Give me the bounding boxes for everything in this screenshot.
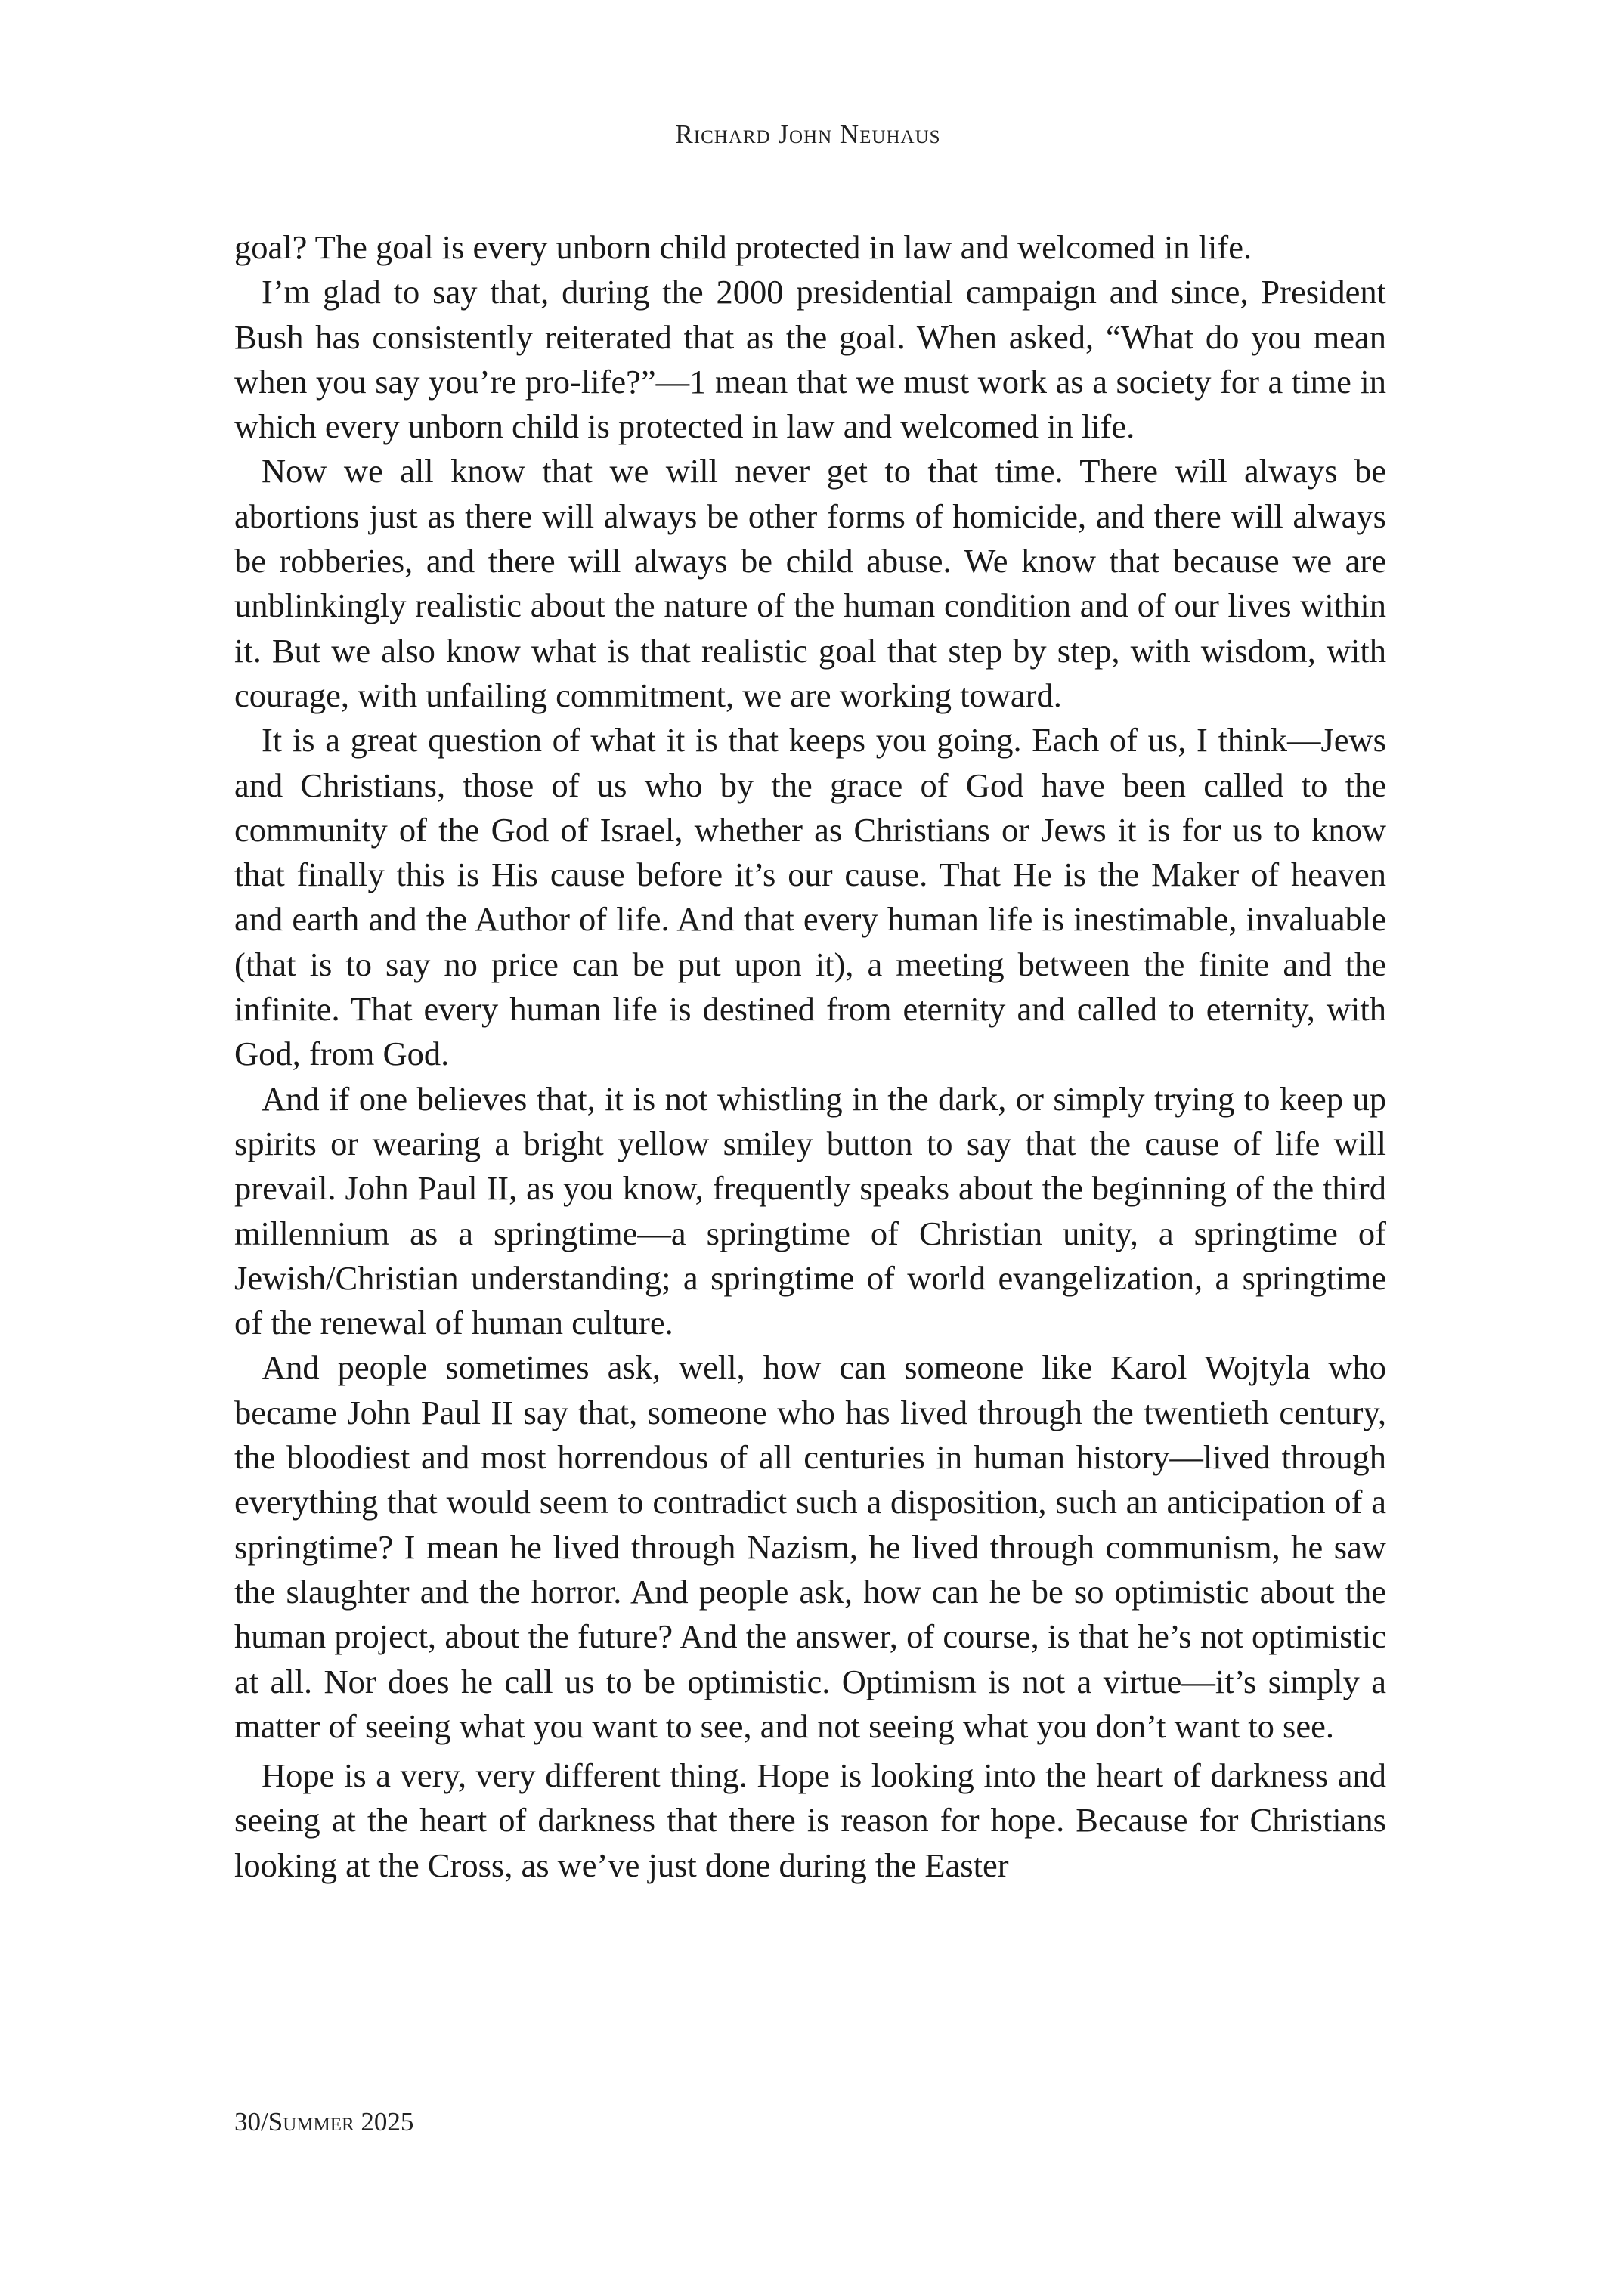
issue-label: Summer 2025	[268, 2107, 414, 2137]
paragraph-4: It is a great question of what it is that keeps you going. Each of us, I think—Jews and Christians, those of us who by the grace of God have been called to the community of the God of Israel, whether as Christians or Jews it is for us to know that finally this is His cause before it’s our cause. That He is the Maker of heaven and earth and the Author of life. And that every human life is inestimable, invaluable (that is to say no price can be put upon it), a meeting between the finite and the infinite. That every human life is destined from eternity and called to eternity, with God, from God.	[234, 721, 1386, 1073]
page-number: 30/	[234, 2107, 268, 2137]
paragraph-5: And if one believes that, it is not whistling in the dark, or simply trying to keep up spirits or wearing a bright yellow smiley button to say that the cause of life will prevail. John Paul II, as you know, frequently speaks about the beginning of the third millennium as a springtime—a springtime of Christian unity, a springtime of Jewish/Christian understanding; a springtime of world evangelization, a springtime of the renewal of human culture.	[234, 1079, 1386, 1342]
paragraph-2: I’m glad to say that, during the 2000 presidential campaign and since, President Bush has consistently reiterated that as the goal. When asked, “What do you mean when you say you’re pro-life?”—1 mean that we must work as a society for a time in which every unborn child is protected in law and welcomed in life.	[234, 273, 1386, 446]
paragraph-1: goal? The goal is every unborn child protected in law and welcomed in life.	[234, 228, 1252, 266]
paragraph-7: Hope is a very, very different thing. Hope is looking into the heart of darkness and seeing at the heart of darkness that there is reason for hope. Because for Christians looking at the Cross, as we’ve just done during the Easter	[234, 1756, 1386, 1884]
paragraph-3: Now we all know that we will never get to that time. There will always be abortions just as there will always be other forms of homicide, and there will always be robberies, and there will always be child abuse. We know that because we are unblinkingly realistic about the nature of the human condition and of our lives within it. But we also know what is that realistic goal that step by step, with wisdom, with courage, with unfailing commitment, we are working toward.	[234, 452, 1386, 714]
page-folio	[234, 2107, 413, 2137]
running-head: Richard John Neuhaus	[675, 119, 941, 149]
paragraph-6: And people sometimes ask, well, how can someone like Karol Wojtyla who became John Paul II say that, someone who has lived through the twentieth century, the bloodiest and most horrendous of all centuries in human history—lived through everything that would seem to contradict such a disposition, such an anticipation of a springtime? I mean he lived through Nazism, he lived through communism, he saw the slaughter and the horror. And people ask, how can he be so optimistic about the human project, about the future? And the answer, of course, is that he’s not optimistic at all. Nor does he call us to be optimistic. Optimism is not a virtue—it’s simply a matter of seeing what you want to see, and not seeing what you don’t want to see.	[234, 1348, 1386, 1745]
article-body	[234, 225, 1386, 1888]
